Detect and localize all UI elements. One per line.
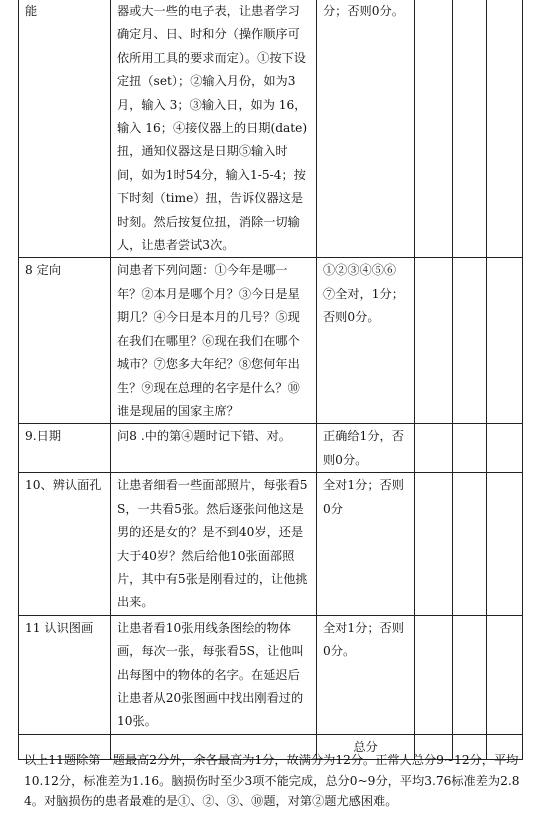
empty-cell <box>487 258 523 424</box>
score-cell: ①②③④⑤⑥⑦全对，1分；否则0分。 <box>317 258 415 424</box>
method-cell: 器或大一些的电子表，让患者学习确定月、日、时和分（操作顺序可依所用工具的要求而定）。①按下设定扭（set）；②输入月份，如为3月，输入 3；③输入日，如为 16，输入 16；④接仪器上的日期(date)扭，通知仪器这是日期⑤输入时间，如为1时54分，输入1-5-4；按下时刻（time）扭，告诉仪器这是时刻。然后按复位扭，消除一切输人，让患者尝试3次。 <box>111 0 317 258</box>
empty-cell <box>487 424 523 473</box>
score-cell: 正确给1分，否则0分。 <box>317 424 415 473</box>
empty-cell <box>415 615 453 734</box>
empty-cell <box>415 0 453 258</box>
score-cell: 全对1分；否则0分。 <box>317 615 415 734</box>
method-cell: 问8 .中的第④题时记下错、对。 <box>111 424 317 473</box>
empty-cell <box>453 258 487 424</box>
footer-note: 以上11题除第一题最高2分外，余各最高为1分，故满分为12分。正常人总分9~12分，平均10.12分，标准差为1.16。脑损伤时至少3项不能完成，总分0~9分，平均3.76标准差为2.84。对脑损伤的患者最难的是①、②、③、⑩题，对第②题尤感困难。 <box>24 753 520 808</box>
empty-cell <box>453 0 487 258</box>
empty-cell <box>453 424 487 473</box>
method-cell: 让患者看10张用线条图绘的物体画，每次一张，每张看5S，让他叫出每图中的物体的名字。在延迟后让患者从20张图画中找出刚看过的10张。 <box>111 615 317 734</box>
empty-cell <box>415 424 453 473</box>
empty-cell <box>487 615 523 734</box>
empty-cell <box>487 473 523 615</box>
empty-cell <box>415 258 453 424</box>
item-cell: 8 定向 <box>19 258 111 424</box>
method-cell: 问患者下列问题：①今年是哪一年？②本月是哪个月？③今日是星期几？④今日是本月的几号？⑤现在我们在哪里？⑥现在我们在哪个城市？⑦您多大年纪？⑧您何年出生？⑨现在总理的名字是什么？⑩谁是现届的国家主席？ <box>111 258 317 424</box>
score-cell: 分；否则0分。 <box>317 0 415 258</box>
table-row <box>19 0 523 258</box>
empty-cell <box>415 473 453 615</box>
assessment-table <box>18 0 523 760</box>
item-cell: 9.日期 <box>19 424 111 473</box>
item-cell: 11 认识图画 <box>19 615 111 734</box>
total-label: 总分 <box>317 734 415 759</box>
table-row <box>19 615 523 734</box>
empty-cell <box>453 615 487 734</box>
score-cell: 全对1分；否则0分 <box>317 473 415 615</box>
item-cell: 能 <box>19 0 111 258</box>
table-row <box>19 473 523 615</box>
empty-cell <box>453 473 487 615</box>
table-row <box>19 424 523 473</box>
method-cell: 让患者细看一些面部照片，每张看5S，一共看5张。然后逐张问他这是男的还是女的？是不到40岁，还是大于40岁？然后给他10张面部照片，其中有5张是刚看过的，让他挑出来。 <box>111 473 317 615</box>
item-cell: 10、辨认面孔 <box>19 473 111 615</box>
empty-cell <box>487 0 523 258</box>
table-row <box>19 258 523 424</box>
